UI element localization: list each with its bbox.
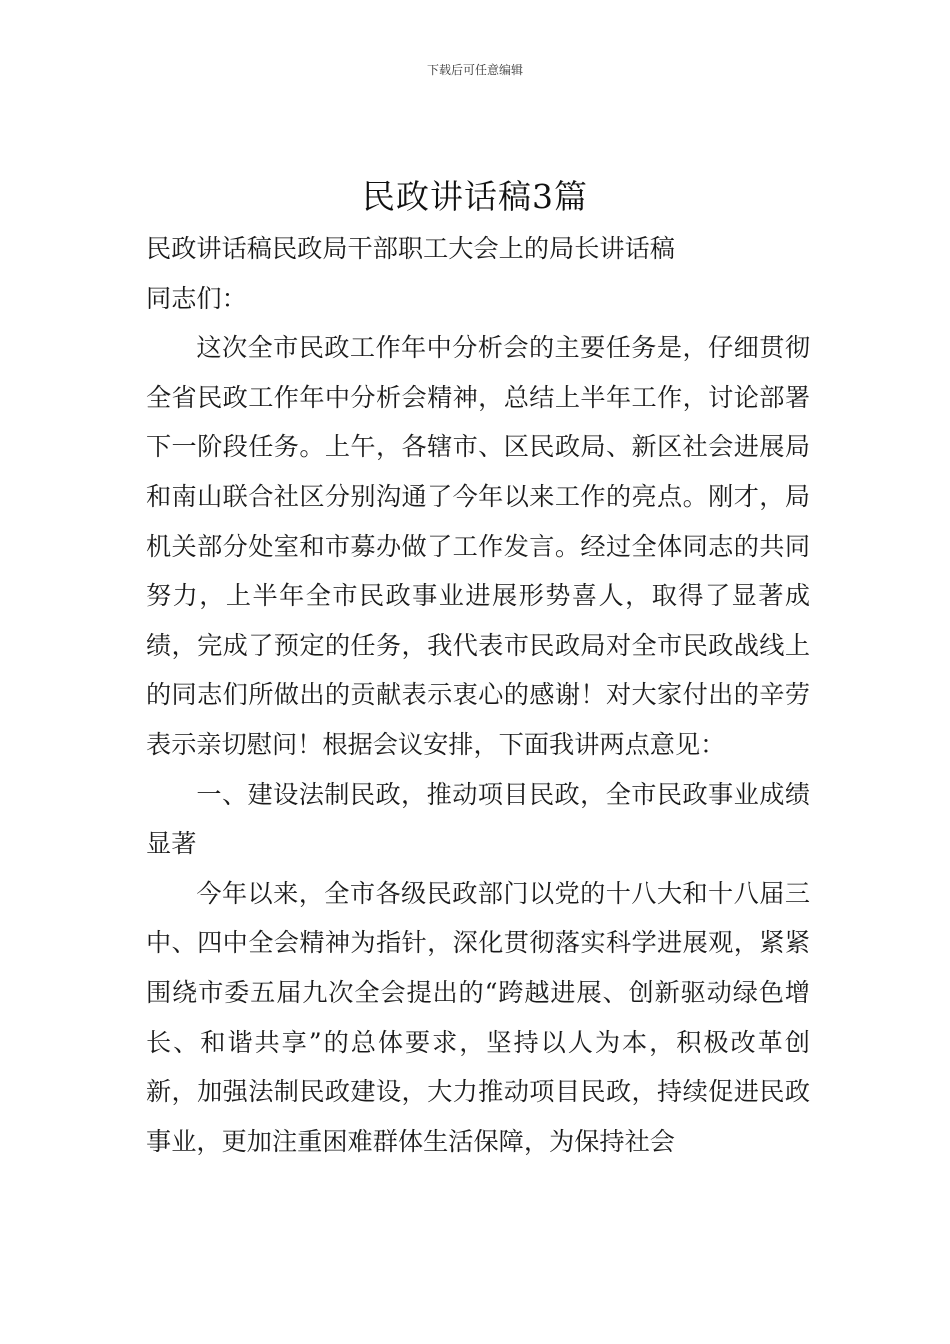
body-paragraph: 这次全市民政工作年中分析会的主要任务是，仔细贯彻全省民政工作年中分析会精神，总结上半年工作，讨论部署下一阶段任务。上午，各辖市、区民政局、新区社会进展局和南山联合社区分别沟通了今年以来工作的亮点。刚才，局机关部分处室和市募办做了工作发言。经过全体同志的共同努力，上半年全市民政事业进展形势喜人，取得了显著成绩，完成了预定的任务，我代表市民政局对全市民政战线上的同志们所做出的贡献表示衷心的感谢！对大家付出的辛劳表示亲切慰问！根据会议安排，下面我讲两点意见：	[146, 333, 810, 759]
body-paragraph: 今年以来，全市各级民政部门以党的十八大和十八届三中、四中全会精神为指针，深化贯彻落实科学进展观，紧紧围绕市委五届九次全会提出的“跨越进展、创新驱动绿色增长、和谐共享”的总体要求，坚持以人为本，积极改革创新，加强法制民政建设，大力推动项目民政，持续促进民政事业，更加注重困难群体生活保障，为保持社会	[146, 878, 810, 1156]
page-header-note: 下载后可任意编辑	[426, 63, 523, 77]
document-title: 民政讲话稿3篇	[362, 177, 588, 216]
document-subtitle: 民政讲话稿民政局干部职工大会上的局长讲话稿	[146, 234, 675, 263]
salutation: 同志们：	[146, 283, 247, 313]
section-heading: 一、建设法制民政，推动项目民政，全市民政事业成绩显著	[146, 779, 810, 859]
document-body	[146, 224, 810, 1166]
